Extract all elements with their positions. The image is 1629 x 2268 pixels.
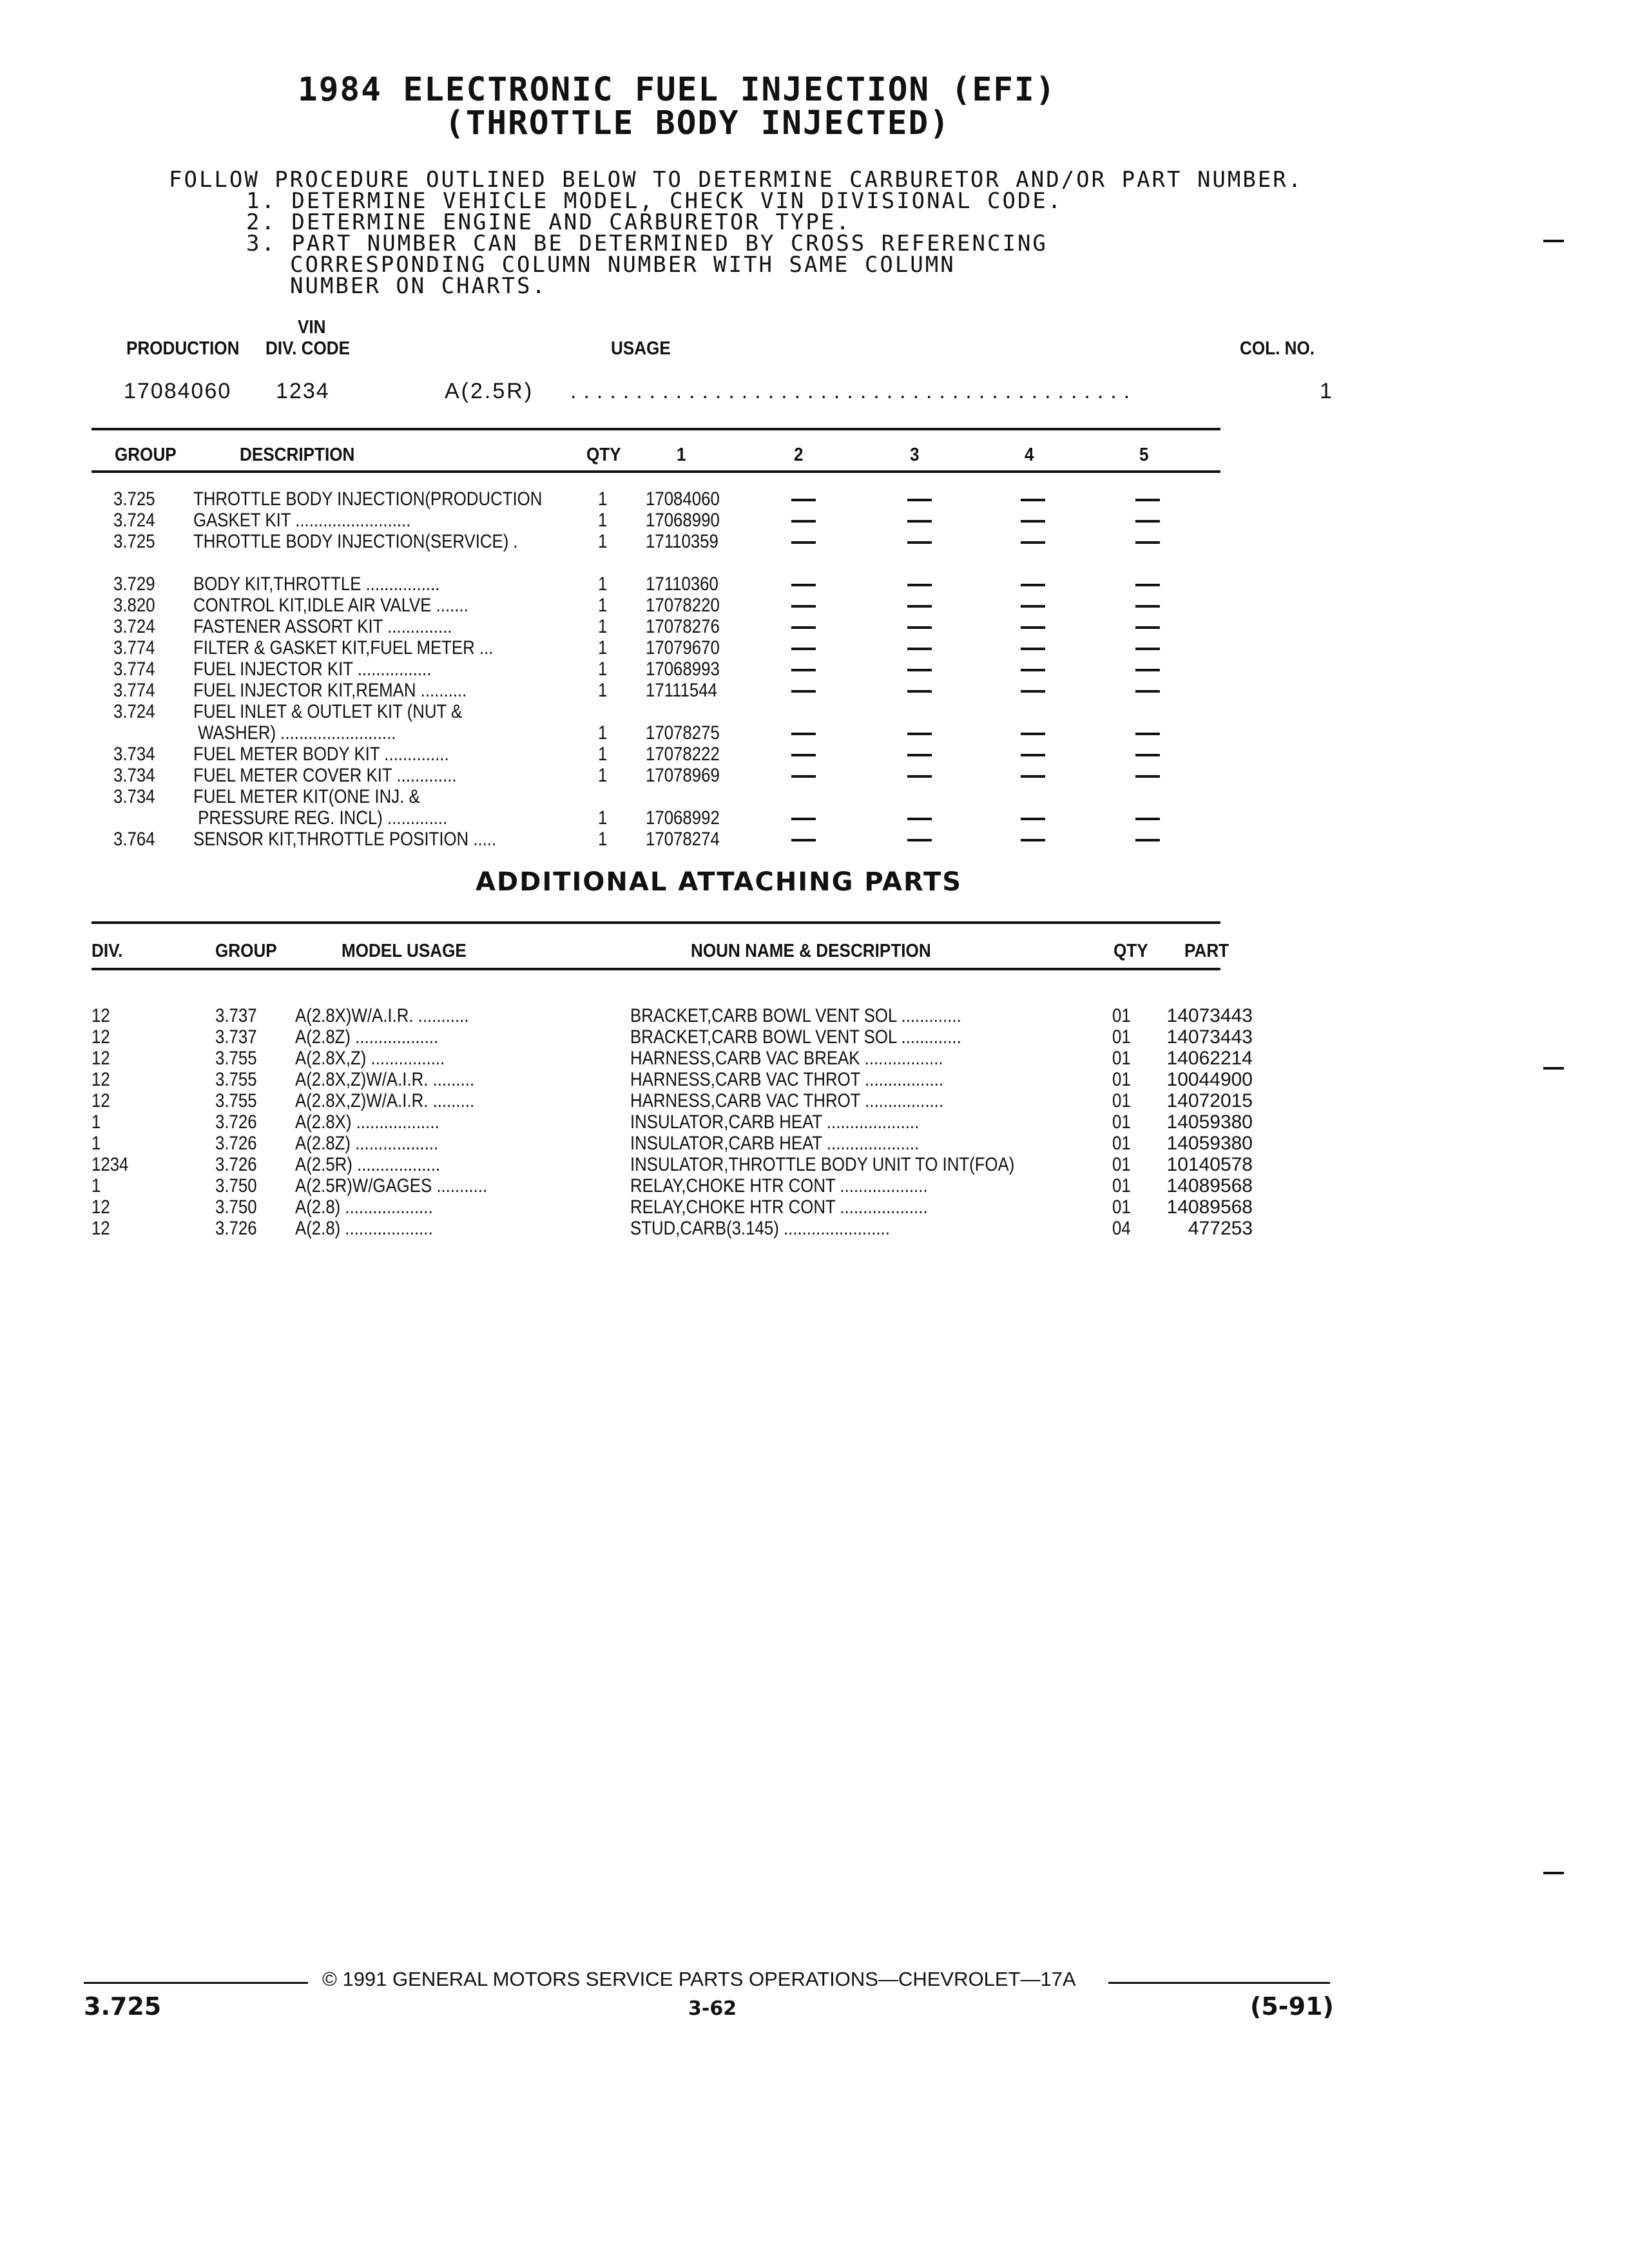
parts-group: 3.734: [113, 786, 155, 807]
parts-table-header-rule: [92, 470, 1220, 473]
table-row: [0, 1069, 1629, 1090]
parts-header-col2: 2: [794, 445, 804, 465]
not-applicable-dash: [791, 818, 816, 820]
attaching-group: 3.726: [215, 1133, 257, 1154]
attaching-div: 12: [92, 1005, 110, 1026]
header-vin: VIN: [298, 317, 326, 338]
attaching-model-usage: A(2.8Z) ..................: [295, 1026, 439, 1048]
parts-group: 3.734: [113, 744, 155, 765]
attaching-part-number: 10140578: [1166, 1154, 1253, 1175]
not-applicable-dash: [1135, 733, 1160, 735]
table-row: [0, 701, 1629, 722]
not-applicable-dash: [1135, 775, 1160, 778]
not-applicable-dash: [907, 520, 932, 523]
parts-description: FUEL METER BODY KIT ..............: [193, 744, 449, 765]
attaching-model-usage: A(2.8X,Z)W/A.I.R. .........: [295, 1069, 475, 1090]
not-applicable-dash: [907, 690, 932, 693]
attaching-group: 3.737: [215, 1026, 257, 1048]
table-row: [0, 637, 1629, 658]
attaching-noun: BRACKET,CARB BOWL VENT SOL .............: [630, 1005, 961, 1026]
attaching-noun: HARNESS,CARB VAC BREAK .................: [630, 1048, 943, 1069]
not-applicable-dash: [907, 818, 932, 820]
attaching-model-usage: A(2.8X) ..................: [295, 1111, 439, 1133]
instructions-step3a: 3. PART NUMBER CAN BE DETERMINED BY CROSS REFERENCING: [246, 231, 1048, 256]
not-applicable-dash: [1021, 839, 1045, 841]
parts-qty: 1: [598, 765, 608, 786]
attaching-div: 1: [92, 1111, 101, 1133]
not-applicable-dash: [791, 839, 816, 841]
parts-col1: 17078969: [646, 765, 720, 786]
not-applicable-dash: [1135, 605, 1160, 608]
attaching-div: 12: [92, 1026, 110, 1048]
parts-col1: 17068992: [646, 807, 720, 829]
not-applicable-dash: [907, 605, 932, 608]
header-production: PRODUCTION: [126, 338, 240, 359]
parts-col1: 17110359: [646, 531, 718, 552]
parts-group: 3.774: [113, 658, 155, 680]
not-applicable-dash: [907, 499, 932, 501]
parts-description: FUEL METER KIT(ONE INJ. &: [193, 786, 420, 807]
not-applicable-dash: [907, 626, 932, 629]
parts-qty: 1: [598, 510, 608, 531]
margin-mark: [1543, 1872, 1564, 1874]
table-row: [0, 722, 1629, 744]
attaching-group: 3.755: [215, 1090, 257, 1111]
table-row: [0, 658, 1629, 680]
not-applicable-dash: [791, 520, 816, 523]
not-applicable-dash: [1021, 690, 1045, 693]
not-applicable-dash: [1021, 626, 1045, 629]
attaching-model-usage: A(2.8Z) ..................: [295, 1133, 439, 1154]
attaching-model-usage: A(2.8X,Z)W/A.I.R. .........: [295, 1090, 475, 1111]
header-div-code: DIV. CODE: [265, 338, 351, 359]
parts-group: 3.724: [113, 510, 155, 531]
table-row: [0, 531, 1629, 552]
not-applicable-dash: [907, 541, 932, 544]
not-applicable-dash: [791, 669, 816, 671]
parts-table-top-rule: [92, 428, 1220, 430]
instructions-step2: 2. DETERMINE ENGINE AND CARBURETOR TYPE.: [246, 209, 851, 235]
not-applicable-dash: [1021, 605, 1045, 608]
attaching-part-number: 477253: [1188, 1218, 1253, 1239]
parts-group: 3.725: [113, 531, 155, 552]
footer-rule-right: [1108, 1982, 1330, 1984]
attaching-noun: STUD,CARB(3.145) .......................: [630, 1218, 890, 1239]
attaching-group: 3.726: [215, 1154, 257, 1175]
production-usage: A(2.5R): [445, 379, 534, 403]
attaching-header-group: GROUP: [215, 941, 277, 961]
parts-description: FILTER & GASKET KIT,FUEL METER ...: [193, 637, 494, 658]
not-applicable-dash: [791, 605, 816, 608]
parts-qty: 1: [598, 637, 608, 658]
table-row: [0, 680, 1629, 701]
table-row: [0, 488, 1629, 510]
parts-group: 3.725: [113, 488, 155, 510]
table-row: [0, 1218, 1629, 1239]
not-applicable-dash: [791, 775, 816, 778]
parts-group: 3.724: [113, 616, 155, 637]
attaching-part-number: 10044900: [1166, 1069, 1253, 1090]
attaching-qty: 01: [1112, 1026, 1131, 1048]
page-title-line2: (THROTTLE BODY INJECTED): [445, 104, 950, 142]
attaching-qty: 01: [1112, 1196, 1131, 1218]
parts-header-qty: QTY: [586, 445, 621, 465]
not-applicable-dash: [907, 839, 932, 841]
table-row: [0, 1175, 1629, 1196]
production-number: 17084060: [124, 379, 232, 403]
attaching-group: 3.755: [215, 1069, 257, 1090]
not-applicable-dash: [1021, 648, 1045, 650]
not-applicable-dash: [1021, 754, 1045, 756]
table-row: [0, 1048, 1629, 1069]
parts-col1: 17110360: [646, 573, 718, 595]
attaching-part-number: 14072015: [1166, 1090, 1253, 1111]
attaching-noun: RELAY,CHOKE HTR CONT ...................: [630, 1196, 928, 1218]
footer-date: (5-91): [1250, 1992, 1334, 2021]
parts-description: BODY KIT,THROTTLE ................: [193, 573, 440, 595]
attaching-div: 12: [92, 1218, 110, 1239]
parts-qty: 1: [598, 829, 608, 850]
attaching-qty: 01: [1112, 1133, 1131, 1154]
table-row: [0, 1005, 1629, 1026]
parts-col1: 17079670: [646, 637, 720, 658]
attaching-noun: HARNESS,CARB VAC THROT .................: [630, 1090, 943, 1111]
production-div-code: 1234: [276, 379, 330, 403]
parts-qty: 1: [598, 616, 608, 637]
attaching-part-number: 14089568: [1166, 1175, 1253, 1196]
parts-group: 3.724: [113, 701, 155, 722]
parts-description: PRESSURE REG. INCL) .............: [193, 807, 448, 829]
parts-col1: 17111544: [646, 680, 717, 701]
attaching-model-usage: A(2.8) ...................: [295, 1218, 433, 1239]
parts-description: FUEL METER COVER KIT .............: [193, 765, 457, 786]
parts-col1: 17068990: [646, 510, 720, 531]
parts-header-col5: 5: [1139, 445, 1149, 465]
parts-group: 3.764: [113, 829, 155, 850]
not-applicable-dash: [1135, 520, 1160, 523]
header-col-no: COL. NO.: [1240, 338, 1315, 359]
page-title-line1: 1984 ELECTRONIC FUEL INJECTION (EFI): [298, 71, 1057, 109]
attaching-model-usage: A(2.8X,Z) ................: [295, 1048, 445, 1069]
table-row: [0, 595, 1629, 616]
not-applicable-dash: [907, 733, 932, 735]
attaching-div: 1: [92, 1133, 101, 1154]
not-applicable-dash: [907, 754, 932, 756]
parts-description: GASKET KIT .........................: [193, 510, 411, 531]
parts-qty: 1: [598, 531, 608, 552]
attaching-part-number: 14073443: [1166, 1005, 1253, 1026]
parts-qty: 1: [598, 488, 608, 510]
table-row: [0, 786, 1629, 807]
not-applicable-dash: [791, 584, 816, 586]
not-applicable-dash: [1021, 584, 1045, 586]
attaching-model-usage: A(2.8X)W/A.I.R. ...........: [295, 1005, 469, 1026]
parts-col1: 17068993: [646, 658, 720, 680]
parts-description: FASTENER ASSORT KIT ..............: [193, 616, 452, 637]
table-row: [0, 573, 1629, 595]
instructions-step1: 1. DETERMINE VEHICLE MODEL, CHECK VIN DIVISIONAL CODE.: [246, 188, 1063, 214]
parts-group: 3.734: [113, 765, 155, 786]
parts-qty: 1: [598, 680, 608, 701]
table-row: [0, 1111, 1629, 1133]
attaching-qty: 01: [1112, 1154, 1131, 1175]
attaching-group: 3.750: [215, 1175, 257, 1196]
attaching-noun: BRACKET,CARB BOWL VENT SOL .............: [630, 1026, 961, 1048]
not-applicable-dash: [907, 669, 932, 671]
table-row: [0, 765, 1629, 786]
header-usage: USAGE: [611, 338, 671, 359]
parts-header-description: DESCRIPTION: [240, 445, 355, 465]
attaching-model-usage: A(2.5R)W/GAGES ...........: [295, 1175, 488, 1196]
footer-copyright: © 1991 GENERAL MOTORS SERVICE PARTS OPERATIONS—CHEVROLET—17A: [322, 1968, 1076, 1990]
not-applicable-dash: [1135, 541, 1160, 544]
parts-header-col3: 3: [910, 445, 920, 465]
production-leader-dots: ...........................................: [570, 379, 1137, 403]
attaching-qty: 01: [1112, 1005, 1131, 1026]
attaching-div: 1: [92, 1175, 101, 1196]
attaching-header-noun: NOUN NAME & DESCRIPTION: [691, 941, 931, 961]
section-title-attaching: ADDITIONAL ATTACHING PARTS: [476, 867, 963, 897]
parts-header-col4: 4: [1025, 445, 1034, 465]
attaching-noun: RELAY,CHOKE HTR CONT ...................: [630, 1175, 928, 1196]
attaching-qty: 01: [1112, 1175, 1131, 1196]
attaching-noun: INSULATOR,CARB HEAT ....................: [630, 1133, 920, 1154]
parts-description: SENSOR KIT,THROTTLE POSITION .....: [193, 829, 497, 850]
not-applicable-dash: [1135, 584, 1160, 586]
parts-col1: 17078276: [646, 616, 720, 637]
attaching-group: 3.737: [215, 1005, 257, 1026]
attaching-group: 3.755: [215, 1048, 257, 1069]
attaching-div: 12: [92, 1090, 110, 1111]
parts-qty: 1: [598, 722, 608, 744]
attaching-part-number: 14073443: [1166, 1026, 1253, 1048]
parts-description: FUEL INJECTOR KIT ................: [193, 658, 432, 680]
parts-description: CONTROL KIT,IDLE AIR VALVE .......: [193, 595, 468, 616]
attaching-model-usage: A(2.5R) ..................: [295, 1154, 441, 1175]
attaching-qty: 01: [1112, 1090, 1131, 1111]
parts-qty: 1: [598, 595, 608, 616]
table-row: [0, 829, 1629, 850]
attaching-div: 12: [92, 1196, 110, 1218]
not-applicable-dash: [1021, 541, 1045, 544]
attaching-header-div: DIV.: [92, 941, 123, 961]
attaching-div: 12: [92, 1069, 110, 1090]
parts-description: THROTTLE BODY INJECTION(SERVICE) .: [193, 531, 518, 552]
not-applicable-dash: [1021, 499, 1045, 501]
not-applicable-dash: [1021, 520, 1045, 523]
not-applicable-dash: [1135, 839, 1160, 841]
not-applicable-dash: [1135, 690, 1160, 693]
footer-page-number: 3-62: [688, 1997, 737, 2020]
table-row: [0, 1154, 1629, 1175]
attaching-part-number: 14062214: [1166, 1048, 1253, 1069]
instructions-step3b: CORRESPONDING COLUMN NUMBER WITH SAME COLUMN: [290, 252, 956, 278]
parts-col1: 17078275: [646, 722, 720, 744]
parts-description: WASHER) .........................: [193, 722, 396, 744]
attaching-noun: INSULATOR,CARB HEAT ....................: [630, 1111, 920, 1133]
footer-group-number: 3.725: [84, 1992, 162, 2021]
not-applicable-dash: [1135, 818, 1160, 820]
parts-header-col1: 1: [677, 445, 686, 465]
table-row: [0, 744, 1629, 765]
parts-description: FUEL INJECTOR KIT,REMAN ..........: [193, 680, 467, 701]
attaching-model-usage: A(2.8) ...................: [295, 1196, 433, 1218]
table-row: [0, 807, 1629, 829]
attaching-group: 3.750: [215, 1196, 257, 1218]
table-row: [0, 1133, 1629, 1154]
attaching-qty: 01: [1112, 1069, 1131, 1090]
parts-qty: 1: [598, 658, 608, 680]
not-applicable-dash: [791, 541, 816, 544]
parts-col1: 17078274: [646, 829, 720, 850]
attaching-noun: HARNESS,CARB VAC THROT .................: [630, 1069, 943, 1090]
attaching-header-qty: QTY: [1113, 941, 1148, 961]
attaching-qty: 04: [1112, 1218, 1131, 1239]
table-row: [0, 1090, 1629, 1111]
attaching-header-model-usage: MODEL USAGE: [342, 941, 467, 961]
not-applicable-dash: [791, 690, 816, 693]
not-applicable-dash: [791, 648, 816, 650]
attaching-div: 12: [92, 1048, 110, 1069]
parts-description: THROTTLE BODY INJECTION(PRODUCTION: [193, 488, 543, 510]
parts-header-group: GROUP: [115, 445, 177, 465]
margin-mark: [1543, 240, 1564, 242]
parts-group: 3.774: [113, 637, 155, 658]
production-col-no: 1: [1320, 379, 1332, 403]
parts-col1: 17078220: [646, 595, 720, 616]
parts-description: FUEL INLET & OUTLET KIT (NUT &: [193, 701, 463, 722]
table-row: [0, 510, 1629, 531]
not-applicable-dash: [1135, 669, 1160, 671]
parts-group: 3.774: [113, 680, 155, 701]
attaching-part-number: 14059380: [1166, 1111, 1253, 1133]
not-applicable-dash: [907, 648, 932, 650]
attaching-div: 1234: [92, 1154, 129, 1175]
not-applicable-dash: [907, 584, 932, 586]
parts-col1: 17084060: [646, 488, 720, 510]
table-row: [0, 616, 1629, 637]
not-applicable-dash: [1135, 499, 1160, 501]
not-applicable-dash: [1135, 626, 1160, 629]
parts-qty: 1: [598, 573, 608, 595]
instructions-step3c: NUMBER ON CHARTS.: [290, 273, 547, 299]
not-applicable-dash: [1021, 818, 1045, 820]
not-applicable-dash: [1135, 754, 1160, 756]
attaching-group: 3.726: [215, 1218, 257, 1239]
attaching-qty: 01: [1112, 1111, 1131, 1133]
footer-rule-left: [84, 1982, 308, 1984]
attaching-group: 3.726: [215, 1111, 257, 1133]
table-row: [0, 1196, 1629, 1218]
parts-qty: 1: [598, 807, 608, 829]
not-applicable-dash: [1021, 733, 1045, 735]
attaching-qty: 01: [1112, 1048, 1131, 1069]
attaching-part-number: 14089568: [1166, 1196, 1253, 1218]
not-applicable-dash: [907, 775, 932, 778]
not-applicable-dash: [791, 499, 816, 501]
attaching-part-number: 14059380: [1166, 1133, 1253, 1154]
parts-col1: 17078222: [646, 744, 720, 765]
not-applicable-dash: [791, 754, 816, 756]
attaching-header-rule: [92, 968, 1220, 970]
not-applicable-dash: [1021, 669, 1045, 671]
not-applicable-dash: [791, 733, 816, 735]
parts-group: 3.820: [113, 595, 155, 616]
attaching-top-rule: [92, 921, 1220, 924]
not-applicable-dash: [791, 626, 816, 629]
parts-group: 3.729: [113, 573, 155, 595]
instructions-intro: FOLLOW PROCEDURE OUTLINED BELOW TO DETERMINE CARBURETOR AND/OR PART NUMBER.: [169, 167, 1304, 193]
not-applicable-dash: [1021, 775, 1045, 778]
not-applicable-dash: [1135, 648, 1160, 650]
attaching-noun: INSULATOR,THROTTLE BODY UNIT TO INT(FOA): [630, 1154, 1015, 1175]
parts-qty: 1: [598, 744, 608, 765]
table-row: [0, 1026, 1629, 1048]
attaching-header-part: PART: [1184, 941, 1229, 961]
